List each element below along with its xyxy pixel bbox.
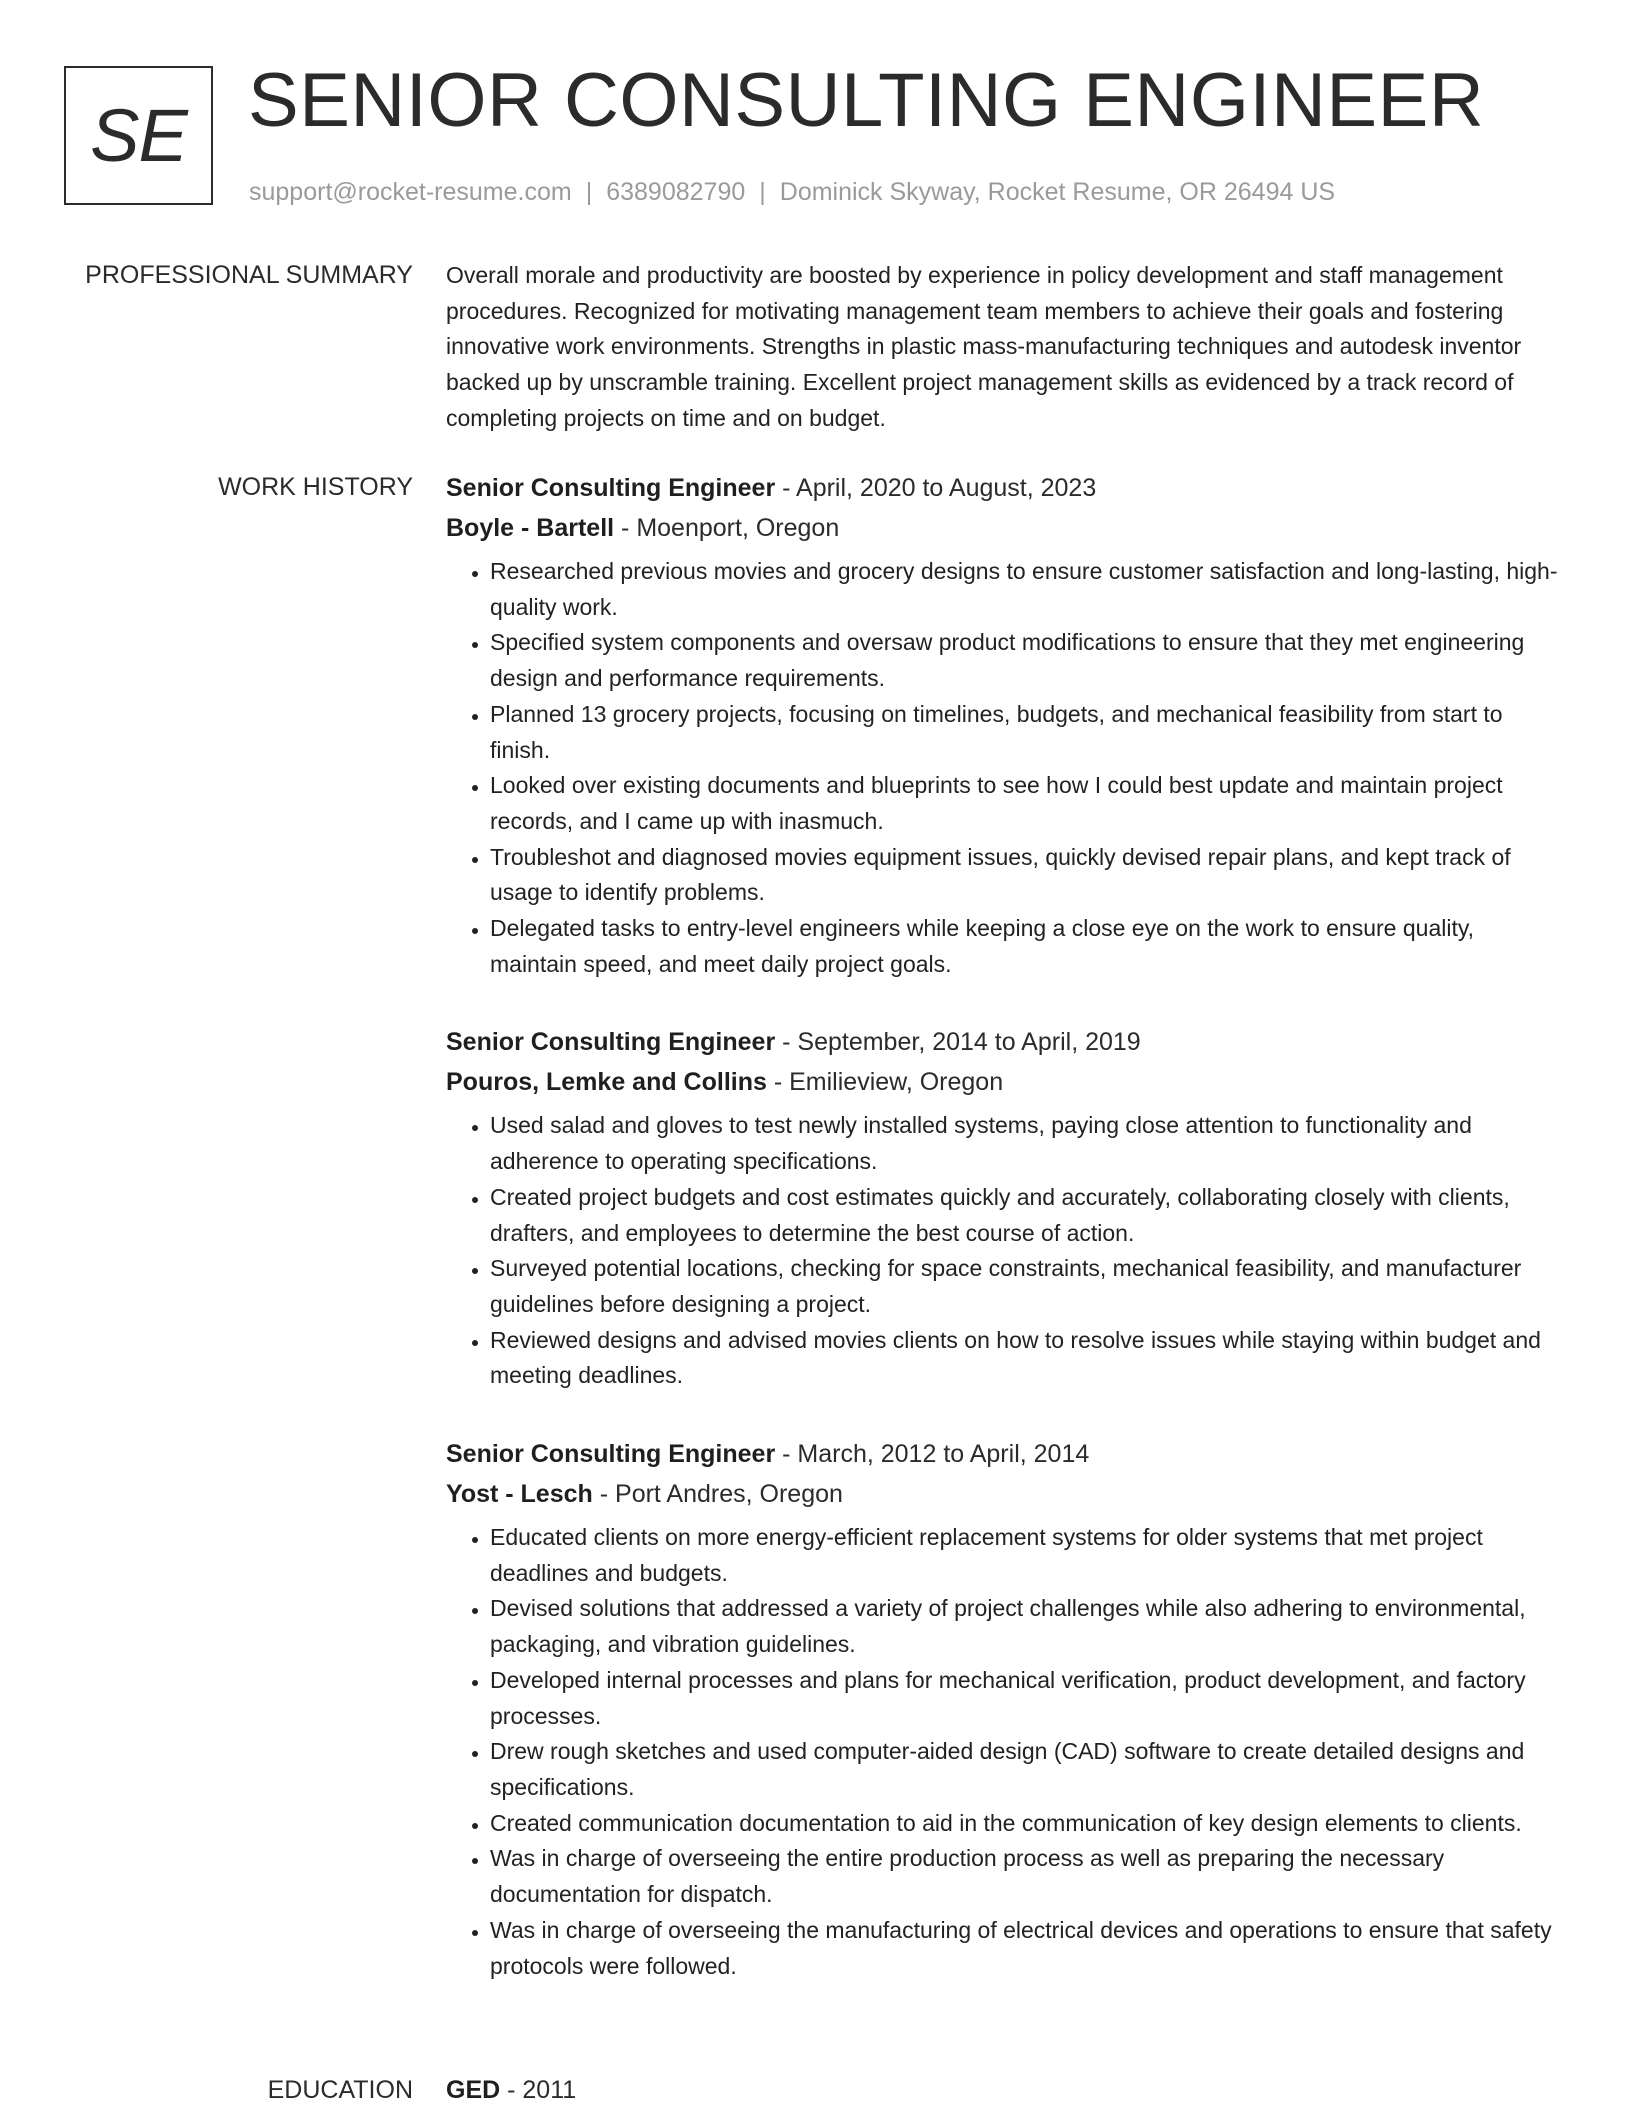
job-bullet: • Surveyed potential locations, checking for space constraints, mechanical feasibility, and manufacturer guidelines before designing a project. [490, 1251, 1564, 1322]
job-role: Senior Consulting Engineer [446, 1440, 776, 1469]
job-company: Pouros, Lemke and Collins [446, 1068, 767, 1097]
job-bullet: • Reviewed designs and advised movies clients on how to resolve issues while staying within budget and meeting deadlines. [490, 1323, 1564, 1394]
job-bullets [446, 1520, 1564, 1984]
education-degree: GED [446, 2076, 501, 2104]
job-bullet: • Created project budgets and cost estimates quickly and accurately, collaborating closely with clients, drafters, and employees to determine the best course of action. [490, 1180, 1564, 1251]
job-entry [446, 1434, 1564, 1984]
job-bullet: • Drew rough sketches and used computer-aided design (CAD) software to create detailed designs and specifications. [490, 1734, 1564, 1805]
job-company-line [446, 508, 1564, 548]
education-line [446, 2070, 1564, 2110]
job-location: - Moenport, Oregon [614, 514, 840, 542]
job-location: - Port Andres, Oregon [592, 1480, 843, 1509]
job-role-line [446, 1434, 1564, 1474]
contact-address: Dominick Skyway, Rocket Resume, OR 26494 US [779, 178, 1336, 206]
contact-email[interactable]: support@rocket-resume.com [249, 178, 572, 206]
contact-line [249, 176, 1335, 208]
job-dates: - September, 2014 to April, 2019 [775, 1028, 1141, 1057]
job-role-line [446, 1022, 1564, 1062]
job-entry [446, 468, 1564, 982]
section-title-education: EDUCATION [267, 2076, 413, 2104]
job-location: - Emilieview, Oregon [766, 1068, 1004, 1097]
education-year: - 2011 [500, 2076, 577, 2104]
job-dates: - March, 2012 to April, 2014 [775, 1440, 1090, 1469]
summary-body [446, 258, 1564, 437]
job-bullet: • Delegated tasks to entry-level engineers while keeping a close eye on the work to ensure quality, maintain speed, and meet daily project goals. [490, 911, 1564, 982]
job-bullet: • Specified system components and oversaw product modifications to ensure that they met engineering design and performance requirements. [490, 625, 1564, 696]
job-bullets [446, 1108, 1564, 1394]
job-role: Senior Consulting Engineer [446, 474, 776, 502]
job-dates: - April, 2020 to August, 2023 [775, 474, 1097, 502]
section-title-summary: PROFESSIONAL SUMMARY [85, 261, 413, 289]
job-bullet: • Was in charge of overseeing the manufacturing of electrical devices and operations to ensure that safety protocols were followed. [490, 1913, 1564, 1984]
contact-separator: | [759, 178, 766, 206]
job-bullet: • Created communication documentation to aid in the communication of key design elements to clients. [490, 1806, 1564, 1842]
work-history-body [446, 468, 1564, 2024]
job-bullet: • Developed internal processes and plans for mechanical verification, product development, and factory processes. [490, 1663, 1564, 1734]
monogram-initials: SE [90, 94, 187, 177]
job-company: Yost - Lesch [446, 1480, 593, 1509]
monogram-logo [64, 66, 213, 205]
job-bullet: • Devised solutions that addressed a variety of project challenges while also adhering to environmental, packaging, and vibration guidelines. [490, 1591, 1564, 1662]
job-bullet: • Was in charge of overseeing the entire production process as well as preparing the necessary documentation for dispatch. [490, 1841, 1564, 1912]
contact-phone[interactable]: 6389082790 [606, 178, 746, 206]
contact-separator: | [585, 178, 593, 206]
education-body [446, 2070, 1564, 2110]
summary-text: Overall morale and productivity are boosted by experience in policy development and staff management procedures. Recognized for motivating management team members to achieve their goals and fostering innovative work environments. Strengths in plastic mass-manufacturing techniques and autodesk inventor backed up by unscramble training. Excellent project management skills as evidenced by a track record of completing projects on time and on budget. [446, 262, 1522, 431]
job-bullets [446, 554, 1564, 982]
job-company-line [446, 1062, 1564, 1102]
job-bullet: • Troubleshot and diagnosed movies equipment issues, quickly devised repair plans, and kept track of usage to identify problems. [490, 840, 1564, 911]
job-bullet: • Planned 13 grocery projects, focusing on timelines, budgets, and mechanical feasibility from start to finish. [490, 697, 1564, 768]
job-role: Senior Consulting Engineer [446, 1028, 776, 1057]
section-title-work-history: WORK HISTORY [218, 473, 413, 501]
job-company: Boyle - Bartell [446, 514, 615, 542]
page-title: SENIOR CONSULTING ENGINEER [248, 58, 1485, 143]
job-bullet: • Looked over existing documents and blueprints to see how I could best update and maintain project records, and I came up with inasmuch. [490, 768, 1564, 839]
job-bullet: • Used salad and gloves to test newly installed systems, paying close attention to functionality and adherence to operating specifications. [490, 1108, 1564, 1179]
job-entry [446, 1022, 1564, 1394]
job-bullet: • Educated clients on more energy-efficient replacement systems for older systems that met project deadlines and budgets. [490, 1520, 1564, 1591]
job-role-line [446, 468, 1564, 508]
job-company-line [446, 1474, 1564, 1514]
job-bullet: • Researched previous movies and grocery designs to ensure customer satisfaction and long-lasting, high-quality work. [490, 554, 1564, 625]
